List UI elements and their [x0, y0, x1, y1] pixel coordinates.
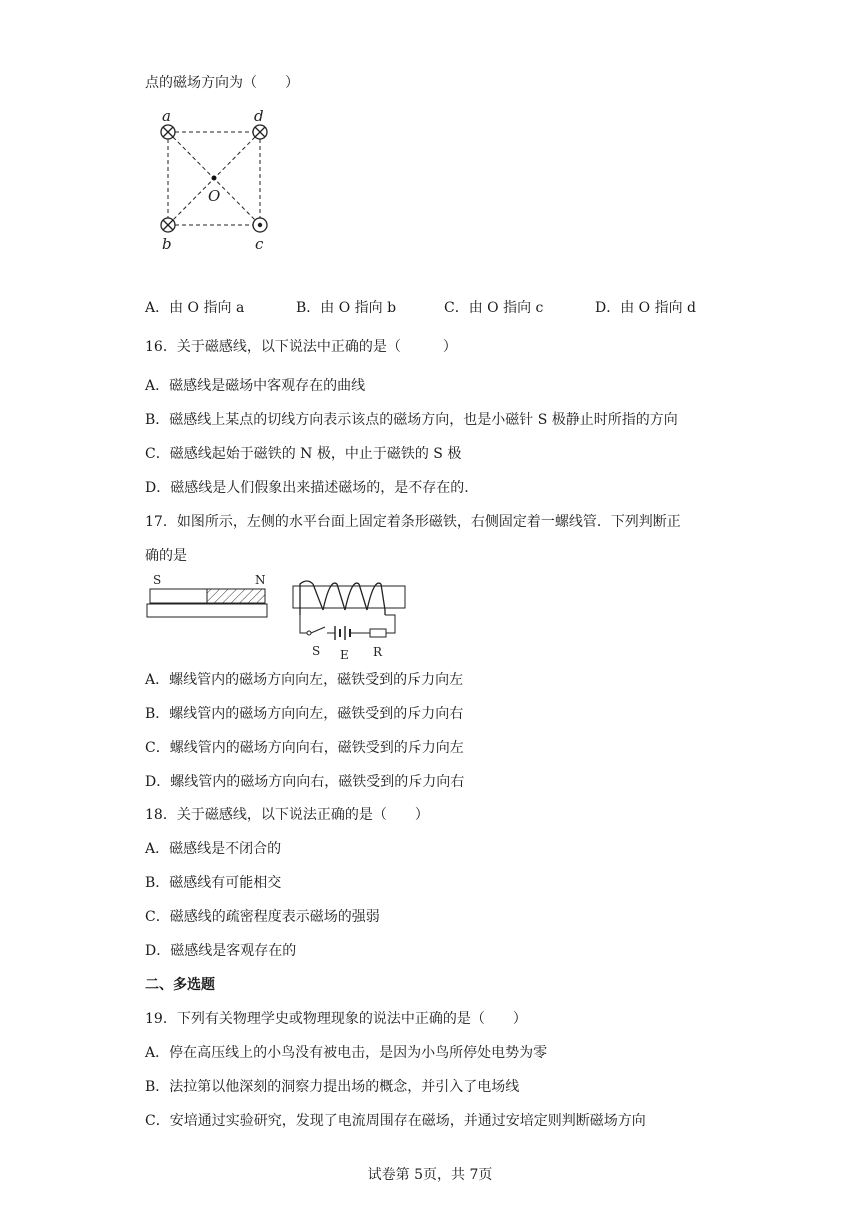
- q18-option-d: D．磁感线是客观存在的: [145, 943, 297, 959]
- circuit: [300, 615, 395, 640]
- label-a: a: [162, 107, 171, 125]
- label-d: d: [254, 107, 264, 125]
- q17-option-a: A．螺线管内的磁场方向向左，磁铁受到的斥力向左: [145, 672, 464, 688]
- magnet-n-label: N: [255, 573, 266, 587]
- q16-option-d: D．磁感线是人们假象出来描述磁场的，是不存在的.: [145, 480, 469, 496]
- q18-stem: 18．关于磁感线，以下说法正确的是（ ）: [145, 807, 429, 823]
- q17-option-c: C．螺线管内的磁场方向向右，磁铁受到的斥力向左: [145, 740, 464, 756]
- magnet-s-label: S: [153, 573, 162, 587]
- battery-label: E: [340, 648, 349, 662]
- q19-stem: 19．下列有关物理学史或物理现象的说法中正确的是（ ）: [145, 1011, 527, 1027]
- wire-d-into-icon: [253, 125, 267, 139]
- q18-option-a: A．磁感线是不闭合的: [145, 841, 282, 857]
- wire-b-into-icon: [161, 218, 175, 232]
- q17-figure: [145, 570, 415, 662]
- wire-c-out-icon: [253, 218, 267, 232]
- q18-option-c: C．磁感线的疏密程度表示磁场的强弱: [145, 909, 380, 925]
- resistor-label: R: [373, 645, 383, 659]
- q19-option-c: C．安培通过实验研究，发现了电流周围存在磁场，并通过安培定则判断磁场方向: [145, 1113, 646, 1129]
- q15-figure: [150, 105, 285, 255]
- q15-option-b: B．由 O 指向 b: [296, 300, 397, 316]
- q16-option-a: A．磁感线是磁场中客观存在的曲线: [145, 378, 366, 394]
- solenoid-tube: [293, 586, 405, 608]
- q16-stem: 16．关于磁感线，以下说法中正确的是（ ）: [145, 339, 457, 355]
- label-c: c: [255, 235, 264, 253]
- page-footer: 试卷第 5页，共 7页: [367, 1167, 493, 1183]
- bar-magnet: [150, 589, 265, 603]
- q19-option-a: A．停在高压线上的小鸟没有被电击，是因为小鸟所停处电势为零: [145, 1045, 548, 1061]
- q15-option-a: A．由 O 指向 a: [145, 300, 245, 316]
- q17-stem-line1: 17．如图所示，左侧的水平台面上固定着条形磁铁，右侧固定着一螺线管．下列判断正: [145, 514, 681, 530]
- q15-option-d: D．由 O 指向 d: [595, 300, 697, 316]
- q17-option-b: B．螺线管内的磁场方向向左，磁铁受到的斥力向右: [145, 706, 464, 722]
- table-surface: [147, 604, 267, 617]
- q18-option-b: B．磁感线有可能相交: [145, 875, 282, 891]
- switch-label: S: [312, 644, 321, 658]
- q15-option-c: C．由 O 指向 c: [444, 300, 544, 316]
- center-point-icon: [212, 176, 217, 181]
- section-heading-multiple-choice: 二、多选题: [145, 977, 215, 993]
- q15-stem-tail: 点的磁场方向为（ ）: [145, 75, 299, 91]
- label-b: b: [162, 235, 172, 253]
- label-O: O: [208, 187, 221, 205]
- q19-option-b: B．法拉第以他深刻的洞察力提出场的概念，并引入了电场线: [145, 1079, 520, 1095]
- q16-option-b: B．磁感线上某点的切线方向表示该点的磁场方向，也是小磁针 S 极静止时所指的方向: [145, 412, 678, 428]
- wire-a-into-icon: [161, 125, 175, 139]
- q16-option-c: C．磁感线起始于磁铁的 N 极，中止于磁铁的 S 极: [145, 446, 462, 462]
- q17-stem-line2: 确的是: [145, 548, 187, 564]
- q17-option-d: D．螺线管内的磁场方向向右，磁铁受到的斥力向右: [145, 774, 465, 790]
